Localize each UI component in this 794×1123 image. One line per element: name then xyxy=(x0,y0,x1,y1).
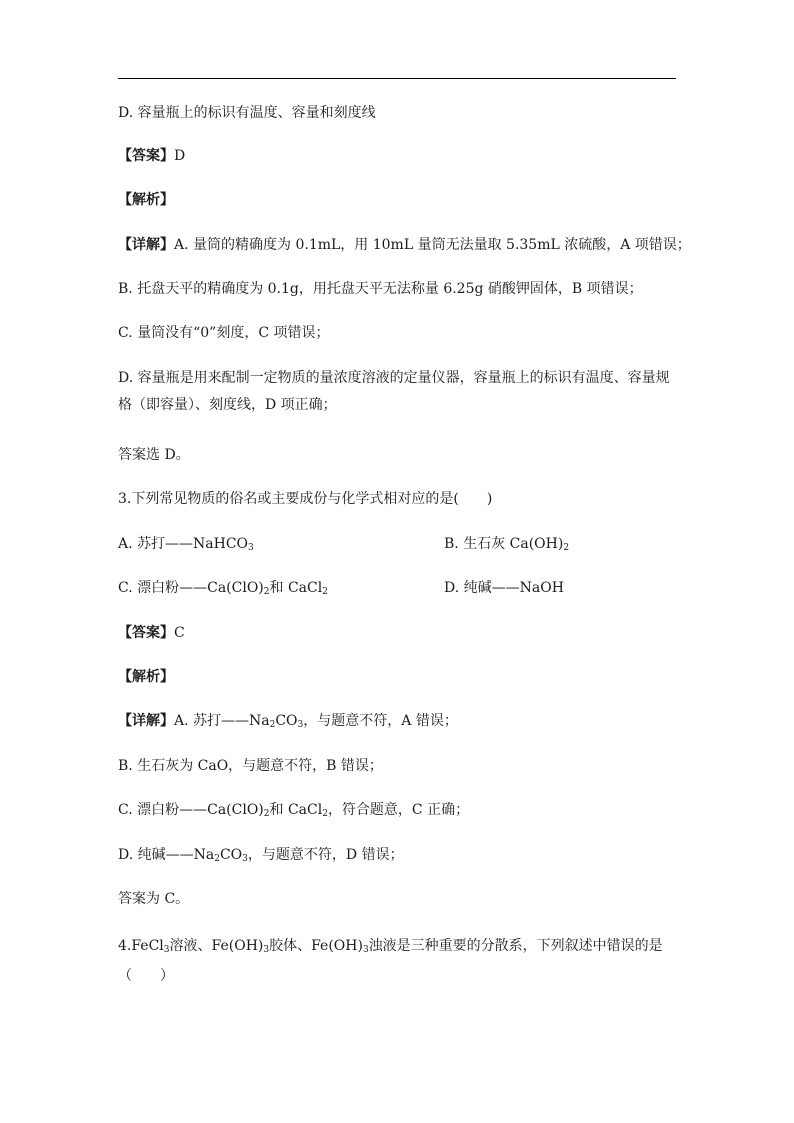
q3-option-a xyxy=(118,534,254,554)
q3-option-b-text: B. 生石灰 Ca(OH) xyxy=(444,536,564,552)
header-rule xyxy=(118,78,676,79)
q4-stem-p2: 溶液、Fe(OH) xyxy=(169,938,264,954)
subscript: 3 xyxy=(263,945,270,955)
q3-answer-line xyxy=(118,623,185,643)
q4-stem-p4: 浊液是三种重要的分散系，下列叙述中错误的是（ ） xyxy=(118,938,663,984)
subscript: 2 xyxy=(322,809,328,819)
answer-label: 【答案】 xyxy=(118,625,174,641)
q3-analysis-label: 【解析】 xyxy=(118,669,174,685)
q2-detail-d: D. 容量瓶是用来配制一定物质的量浓度溶液的定量仪器，容量瓶上的标识有温度、容量规格（即容量）、刻度线，D 项正确； xyxy=(118,370,670,413)
q2-detail-a xyxy=(118,235,691,255)
q3-conclusion: 答案为 C。 xyxy=(118,891,190,907)
q3-detail-a xyxy=(118,711,458,731)
q4-stem-p1: 4.FeCl xyxy=(118,938,164,954)
detail-label: 【详解】 xyxy=(118,237,174,253)
q3-detail-d-pre: D. 纯碱——Na xyxy=(118,847,215,863)
q3-detail-d-mid: CO xyxy=(219,847,243,863)
q3-detail-b: B. 生石灰为 CaO，与题意不符，B 错误； xyxy=(118,758,383,774)
q2-option-d: D. 容量瓶上的标识有温度、容量和刻度线 xyxy=(118,105,376,121)
q4-stem-p3: 胶体、Fe(OH) xyxy=(269,938,363,954)
q3-option-d: D. 纯碱——NaOH xyxy=(444,580,564,596)
subscript: 3 xyxy=(297,720,304,730)
subscript: 3 xyxy=(248,543,254,553)
q3-option-a-text: A. 苏打——NaHCO xyxy=(118,536,249,552)
q2-detail-b: B. 托盘天平的精确度为 0.1g，用托盘天平无法称量 6.25g 硝酸钾固体，B 项错误； xyxy=(118,281,643,297)
subscript: 2 xyxy=(263,587,270,597)
subscript: 3 xyxy=(362,945,369,955)
q3-detail-a-pre: A. 苏打——Na xyxy=(174,713,270,729)
q3-option-c xyxy=(118,578,328,598)
q3-detail-a-post: ，与题意不符，A 错误； xyxy=(303,713,458,729)
subscript: 2 xyxy=(322,587,328,597)
q3-detail-c-pre: C. 漂白粉——Ca(ClO) xyxy=(118,802,264,818)
subscript: 2 xyxy=(563,543,570,553)
q3-answer-value: C xyxy=(174,625,185,641)
q3-detail-c-mid: 和 CaCl xyxy=(269,802,323,818)
q2-analysis-label: 【解析】 xyxy=(118,192,174,208)
subscript: 3 xyxy=(163,945,170,955)
q2-conclusion: 答案选 D。 xyxy=(118,447,190,463)
subscript: 2 xyxy=(269,720,276,730)
q3-detail-d xyxy=(118,845,404,865)
q2-detail-a-text: A. 量筒的精确度为 0.1mL，用 10mL 量筒无法量取 5.35mL 浓硫酸，A 项错误； xyxy=(174,237,691,253)
answer-label: 【答案】 xyxy=(118,148,174,164)
subscript: 2 xyxy=(263,809,270,819)
q2-answer-value: D xyxy=(174,148,186,164)
q3-detail-c-post: ，符合题意，C 正确； xyxy=(327,802,470,818)
q3-detail-a-mid: CO xyxy=(275,713,298,729)
q3-option-c-text: C. 漂白粉——Ca(ClO) xyxy=(118,580,264,596)
q3-option-c-mid: 和 CaCl xyxy=(269,580,323,596)
q4-stem xyxy=(118,931,678,991)
q2-answer-line xyxy=(118,146,185,166)
q3-detail-c xyxy=(118,800,469,820)
subscript: 2 xyxy=(214,854,220,864)
q2-detail-c: C. 量筒没有“0”刻度，C 项错误； xyxy=(118,325,330,341)
q3-detail-d-post: ，与题意不符，D 错误； xyxy=(247,847,404,863)
subscript: 3 xyxy=(242,854,248,864)
detail-label: 【详解】 xyxy=(118,713,174,729)
q3-stem: 3.下列常见物质的俗名或主要成份与化学式相对应的是( ) xyxy=(118,491,493,507)
q3-option-b xyxy=(444,534,569,554)
